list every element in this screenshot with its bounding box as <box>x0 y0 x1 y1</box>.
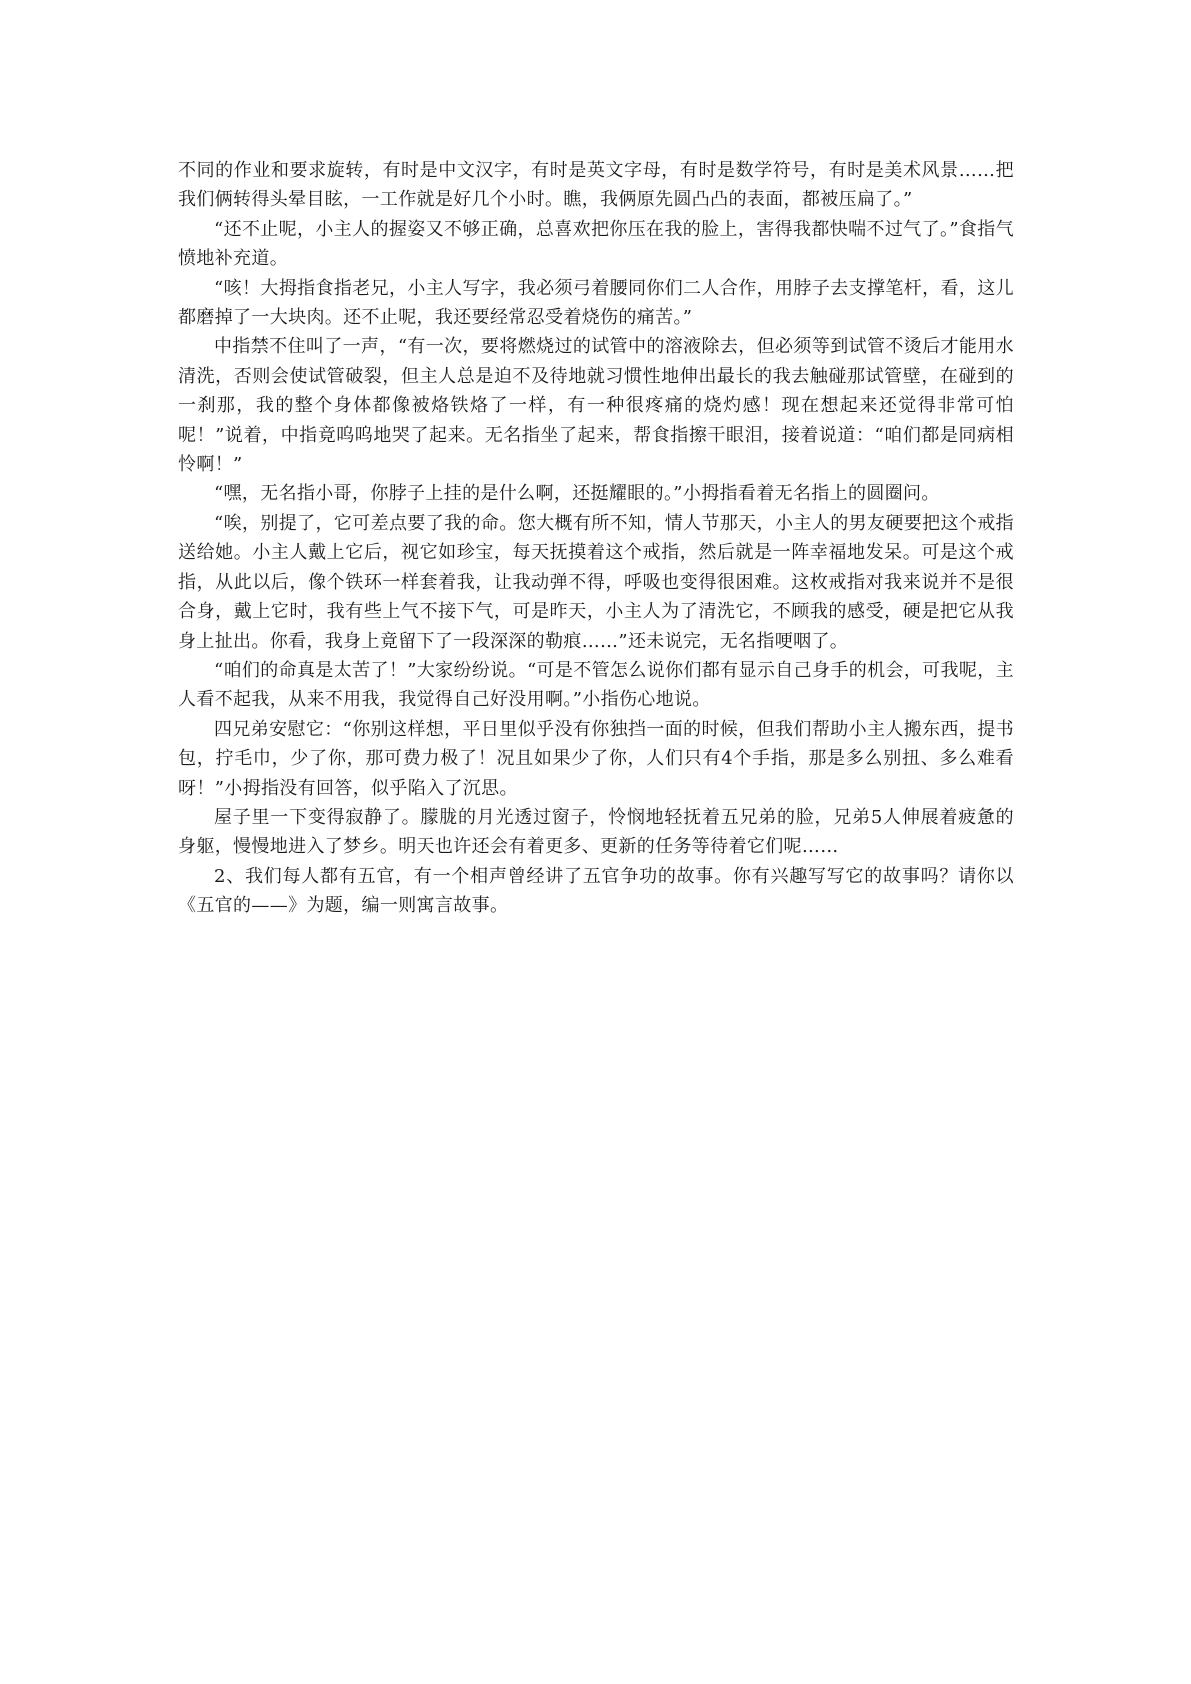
paragraph: “唉，别提了，它可差点要了我的命。您大概有所不知，情人节那天，小主人的男友硬要把这个戒指送给她。小主人戴上它后，视它如珍宝，每天抚摸着这个戒指，然后就是一阵幸福地发呆。可是这个戒指，从此以后，像个铁环一样套着我，让我动弹不得，呼吸也变得很困难。这枚戒指对我来说并不是很合身，戴上它时，我有些上气不接下气，可是昨天，小主人为了清洗它，不顾我的感受，硬是把它从我身上扯出。你看，我身上竟留下了一段深深的勒痕……”还未说完，无名指哽咽了。 <box>178 512 1014 652</box>
paragraph: “嘿，无名指小哥，你脖子上挂的是什么啊，还挺耀眼的。”小拇指看着无名指上的圆圈问。 <box>214 483 940 505</box>
paragraph: “咱们的命真是太苦了！”大家纷纷说。“可是不管怎么说你们都有显示自己身手的机会，可我呢，主人看不起我，从来不用我，我觉得自己好没用啊。”小指伤心地说。 <box>178 659 1014 711</box>
document-body <box>178 156 1014 921</box>
paragraph: 屋子里一下变得寂静了。朦胧的月光透过窗子，怜悯地轻抚着五兄弟的脸，兄弟5人伸展着疲惫的身躯，慢慢地进入了梦乡。明天也许还会有着更多、更新的任务等待着它们呢…… <box>178 806 1014 858</box>
paragraph: 中指禁不住叫了一声，“有一次，要将燃烧过的试管中的溶液除去，但必须等到试管不烫后才能用水清洗，否则会使试管破裂，但主人总是迫不及待地就习惯性地伸出最长的我去触碰那试管壁，在碰到的一刹那，我的整个身体都像被烙铁烙了一样，有一种很疼痛的烧灼感！现在想起来还觉得非常可怕呢！”说着，中指竟呜呜地哭了起来。无名指坐了起来，帮食指擦干眼泪，接着说道：“咱们都是同病相怜啊！” <box>178 336 1014 476</box>
paragraph: “还不止呢，小主人的握姿又不够正确，总喜欢把你压在我的脸上，害得我都快喘不过气了。”食指气愤地补充道。 <box>178 218 1014 270</box>
paragraph: 不同的作业和要求旋转，有时是中文汉字，有时是英文字母，有时是数学符号，有时是美术风景……把我们俩转得头晕目眩，一工作就是好几个小时。瞧，我俩原先圆凸凸的表面，都被压扁了。” <box>178 160 1014 211</box>
question-paragraph: 2、我们每人都有五官，有一个相声曾经讲了五官争功的故事。你有兴趣写写它的故事吗？请你以《五官的——》为题，编一则寓言故事。 <box>178 865 1014 917</box>
paragraph: “咳！大拇指食指老兄，小主人写字，我必须弓着腰同你们二人合作，用脖子去支撑笔杆，看，这儿都磨掉了一大块肉。还不止呢，我还要经常忍受着烧伤的痛苦。” <box>178 277 1014 329</box>
paragraph: 四兄弟安慰它：“你别这样想，平日里似乎没有你独挡一面的时候，但我们帮助小主人搬东西，提书包，拧毛巾，少了你，那可费力极了！况且如果少了你，人们只有4个手指，那是多么别扭、多么难看呀！”小拇指没有回答，似乎陷入了沉思。 <box>178 718 1014 799</box>
